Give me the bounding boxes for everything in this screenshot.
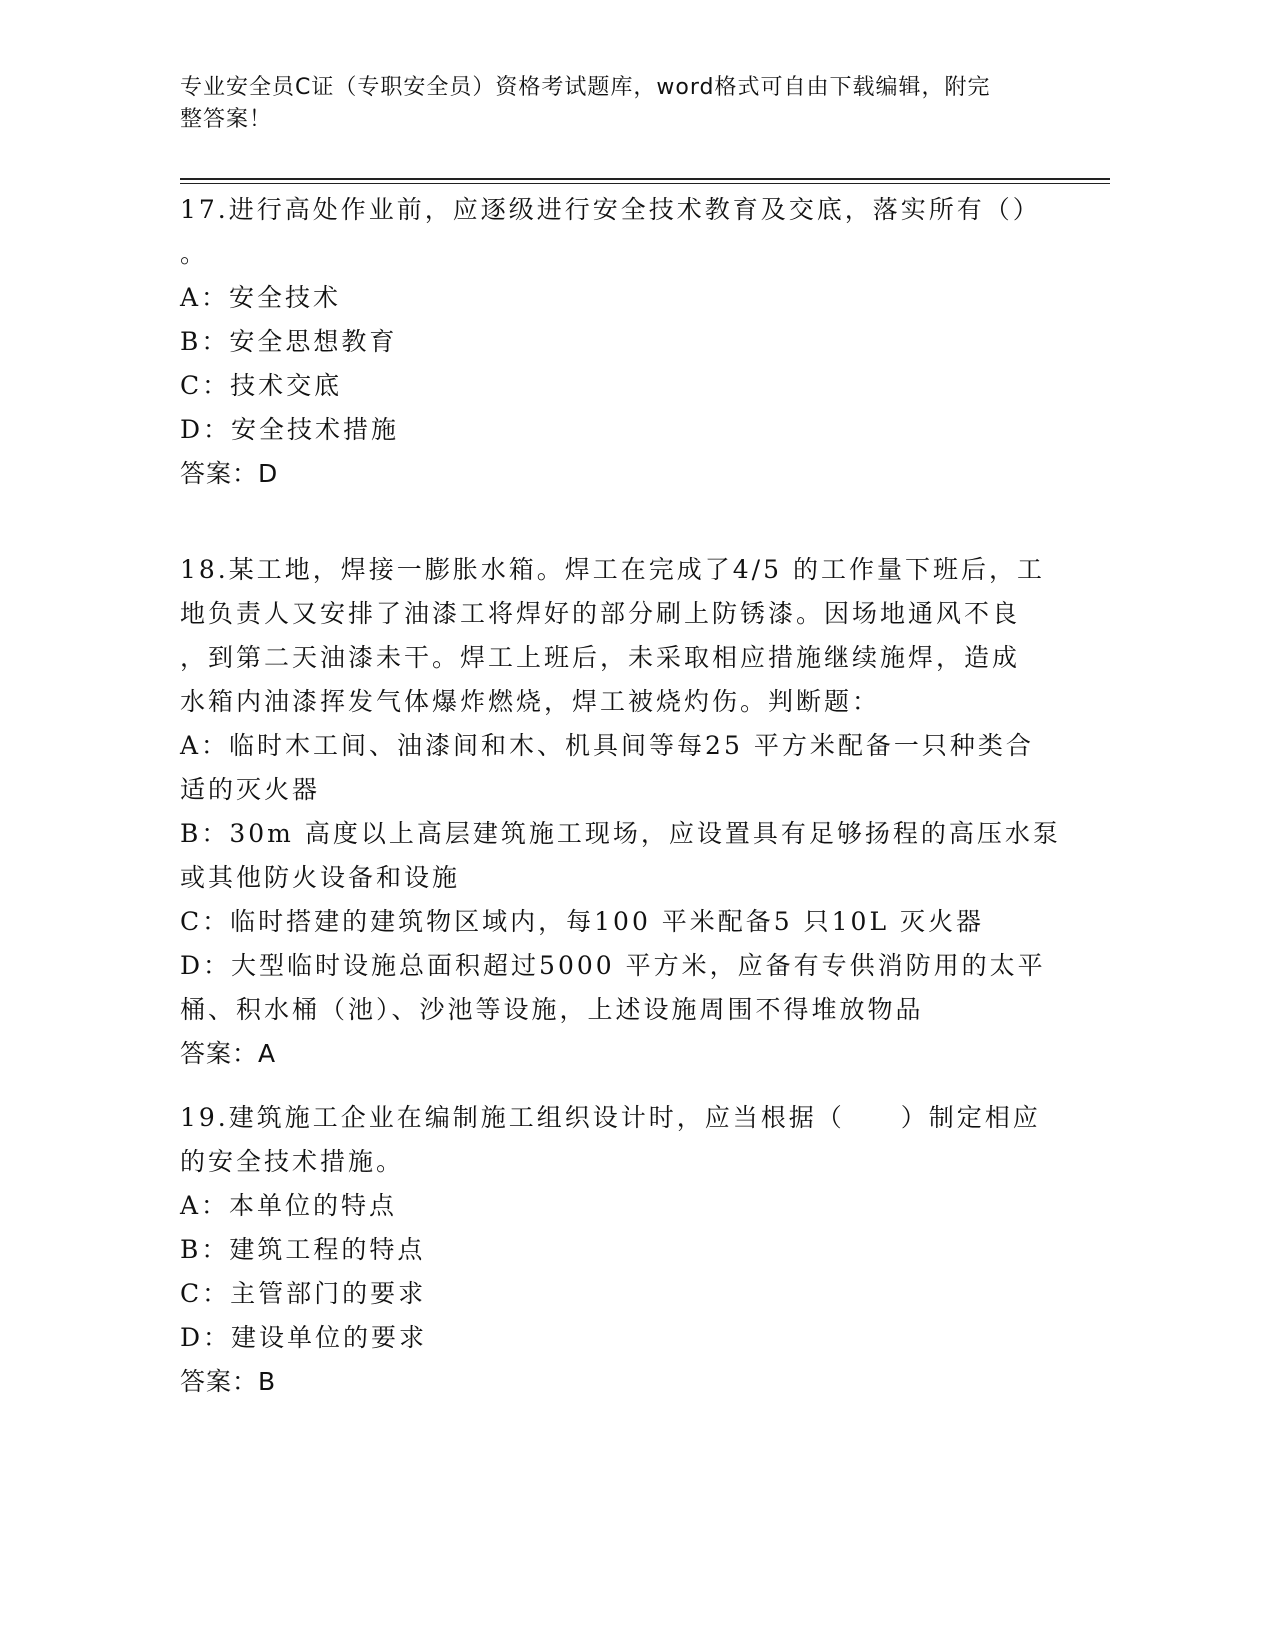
option-c: C：技术交底 (180, 371, 343, 400)
option-c: C：主管部门的要求 (180, 1279, 427, 1308)
answer: 答案：A (180, 1039, 277, 1068)
header-line: 整答案！ (180, 107, 273, 132)
question-19 (180, 1096, 1060, 1404)
option-d: D：建设单位的要求 (180, 1323, 428, 1352)
option-d: D：安全技术措施 (180, 415, 400, 444)
question-text: 17.进行高处作业前，应逐级进行安全技术教育及交底，落实所有（） (180, 195, 1041, 224)
option-c: C：临时搭建的建筑物区域内，每100 平米配备5 只10L 灭火器 (180, 907, 985, 936)
question-17 (180, 188, 1060, 496)
option-a-continued: 适的灭火器 (180, 775, 321, 804)
question-text: 19.建筑施工企业在编制施工组织设计时，应当根据（ ）制定相应 (180, 1103, 1041, 1132)
header-divider (180, 178, 1110, 180)
option-a: A：本单位的特点 (180, 1191, 398, 1220)
question-text: 水箱内油漆挥发气体爆炸燃烧，焊工被烧灼伤。判断题： (180, 687, 881, 716)
question-text: 的安全技术措施。 (180, 1147, 405, 1176)
option-a: A：安全技术 (180, 283, 342, 312)
document-header (180, 72, 1040, 136)
option-d: D：大型临时设施总面积超过5000 平方米，应备有专供消防用的太平 (180, 951, 1046, 980)
option-b: B：建筑工程的特点 (180, 1235, 426, 1264)
header-line: 专业安全员C证（专职安全员）资格考试题库，word格式可自由下载编辑，附完 (180, 75, 991, 100)
header-divider-thin (180, 183, 1110, 184)
answer: 答案：B (180, 1367, 277, 1396)
question-text: 。 (180, 239, 209, 268)
question-text: ，到第二天油漆未干。焊工上班后，未采取相应措施继续施焊，造成 (180, 643, 1021, 672)
question-18 (180, 548, 1060, 1076)
option-b: B：30m 高度以上高层建筑施工现场，应设置具有足够扬程的高压水泵 (180, 819, 1061, 848)
option-b-continued: 或其他防火设备和设施 (180, 863, 461, 892)
answer: 答案：D (180, 459, 279, 488)
option-d-continued: 桶、积水桶（池）、沙池等设施，上述设施周围不得堆放物品 (180, 995, 924, 1024)
question-text: 地负责人又安排了油漆工将焊好的部分刷上防锈漆。因场地通风不良 (180, 599, 1021, 628)
question-text: 18.某工地，焊接一膨胀水箱。焊工在完成了4/5 的工作量下班后，工 (180, 555, 1045, 584)
option-a: A：临时木工间、油漆间和木、机具间等每25 平方米配备一只种类合 (180, 731, 1034, 760)
option-b: B：安全思想教育 (180, 327, 398, 356)
